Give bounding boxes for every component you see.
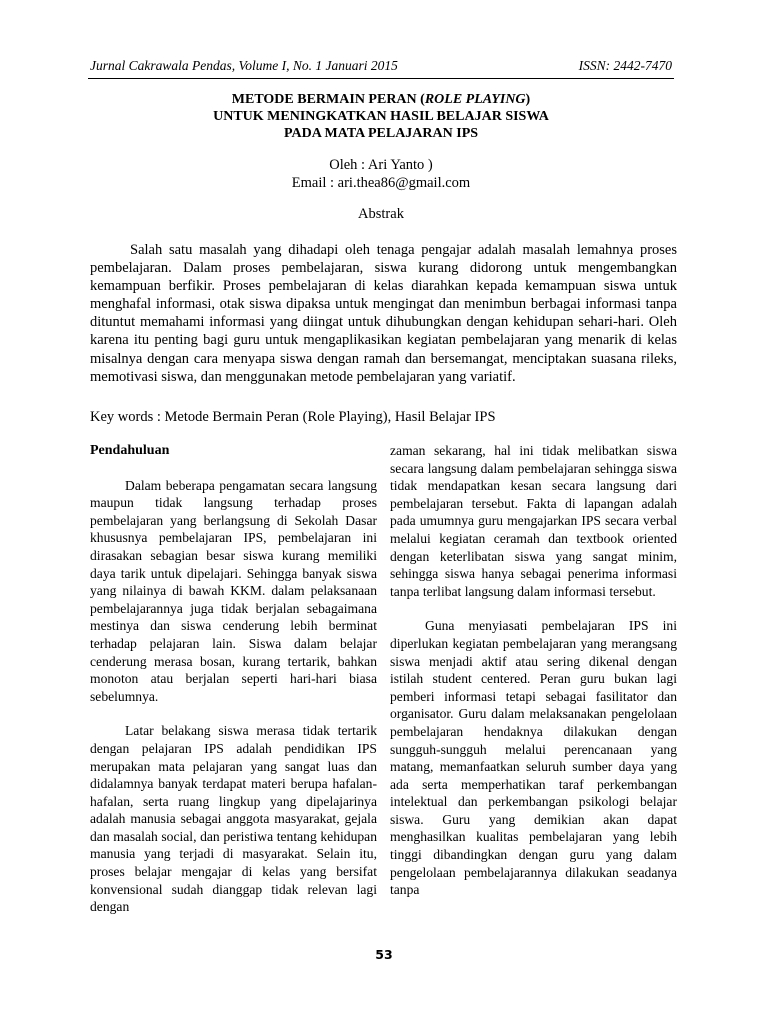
running-header xyxy=(90,57,672,75)
author-byline: Oleh : Ari Yanto ) xyxy=(329,157,433,173)
author-block xyxy=(88,156,674,192)
right-paragraph-1: zaman sekarang, hal ini tidak melibatkan siswa secara langsung dalam pembelajaran sehingga siswa tidak mendapatkan kesan secara langsung dari pembelajaran tersebut. Fakta di lapangan adalah pada umumnya guru mengajarkan IPS secara verbal melalui kegiatan ceramah dan textbook oriented dengan keterlibatan siswa yang sangat minim, sehingga siswa hanya sebagai penerima informasi tanpa terlibat langsung dalam informasi tersebut. xyxy=(390,443,677,599)
left-column xyxy=(90,442,377,916)
left-paragraph-2: Latar belakang siswa merasa tidak tertarik dengan pelajaran IPS adalah pendidikan IPS merupakan mata pelajaran yang sangat luas dan didalamnya banyak terdapat materi berupa hafalan-hafalan, serta ruang lingkup yang dipelajarinya adalah manusia sebagai anggota masyarakat, gejala dan masalah social, dan peristiwa tentang kehidupan manusia yang terjadi di masyarakat. Selain itu, proses belajar mengajar di kelas yang bersifat konvensional sudah dianggap tidak relevan lagi dengan xyxy=(90,723,377,915)
title-line-2: UNTUK MENINGKATKAN HASIL BELAJAR SISWA xyxy=(213,109,549,124)
issn-label: ISSN: 2442-7470 xyxy=(578,58,672,73)
title-italic-term: ROLE PLAYING xyxy=(424,92,526,107)
right-column xyxy=(390,442,677,899)
keywords: Key words : Metode Bermain Peran (Role Playing), Hasil Belajar IPS xyxy=(90,409,496,425)
abstract-body: Salah satu masalah yang dihadapi oleh tenaga pengajar adalah masalah lemahnya proses pembelajaran. Dalam proses pembelajaran, siswa kurang didorong untuk mengembangkan kemampuan berfikir. Proses pembelajaran di kelas diarahkan kepada kemampuan siswa untuk menghafal informasi, otak siswa dipaksa untuk mengingat dan menimbun berbagai informasi tanpa dituntut memahami informasi yang diingat untuk dihubungkan dengan kehidupan sehari-hari. Oleh karena itu penting bagi guru untuk mengaplikasikan kegiatan pembelajaran yang menarik di kelas misalnya dengan cara menyapa siswa dengan ramah dan bersemangat, menciptakan suasana rileks, memotivasi siswa, dan menggunakan metode pembelajaran yang variatif. xyxy=(90,242,677,385)
journal-citation: Jurnal Cakrawala Pendas, Volume I, No. 1 Januari 2015 xyxy=(90,58,398,73)
title-line-3: PADA MATA PELAJARAN IPS xyxy=(283,126,479,141)
abstract-heading: Abstrak xyxy=(358,206,404,222)
header-rule xyxy=(88,78,674,79)
author-email: Email : ari.thea86@gmail.com xyxy=(291,175,471,191)
article-title xyxy=(88,91,674,142)
left-paragraph-1: Dalam beberapa pengamatan secara langsung maupun tidak langsung terhadap proses pembelajaran yang berlangsung di Sekolah Dasar khususnya pembelajaran IPS, pembelajaran ini dirasakan sebagian besar siswa kurang memiliki daya tarik untuk dipelajari. Sehingga banyak siswa yang nilainya di bawah KKM. dalam pelaksanaan pembelajarannya juga tidak berjalan sebagaimana mestinya dan siswa cenderung lebih berminat terhadap pelajaran lain. Siswa dalam belajar cenderung merasa bosan, kurang tertarik, bahkan monoton atau berjalan seperti hari-hari biasa sebelumnya. xyxy=(90,477,377,704)
right-paragraph-2: Guna menyiasati pembelajaran IPS ini diperlukan kegiatan pembelajaran yang merangsang siswa menjadi aktif atau sering dikenal dengan istilah student centered. Peran guru bukan lagi pemberi informasi tetapi sebagai fasilitator dan organisator. Guru dalam melaksanakan pengelolaan pembelajaran hendaknya dilakukan dengan sungguh-sungguh melalui perencanaan yang matang, memanfaatkan seluruh sumber daya yang ada serta memperhatikan taraf perkembangan intelektual dan perkembangan psikologi belajar siswa. Guru yang demikian akan dapat menghasilkan kualitas pembelajaran yang lebih tinggi dibandingkan dengan guru yang dalam pengelolaan pembelajarannya dilakukan seadanya tanpa xyxy=(390,618,677,898)
title-line-1: METODE BERMAIN PERAN (ROLE PLAYING) xyxy=(231,92,531,107)
page-number: 53 xyxy=(375,947,393,962)
section-heading-pendahuluan: Pendahuluan xyxy=(90,443,170,458)
